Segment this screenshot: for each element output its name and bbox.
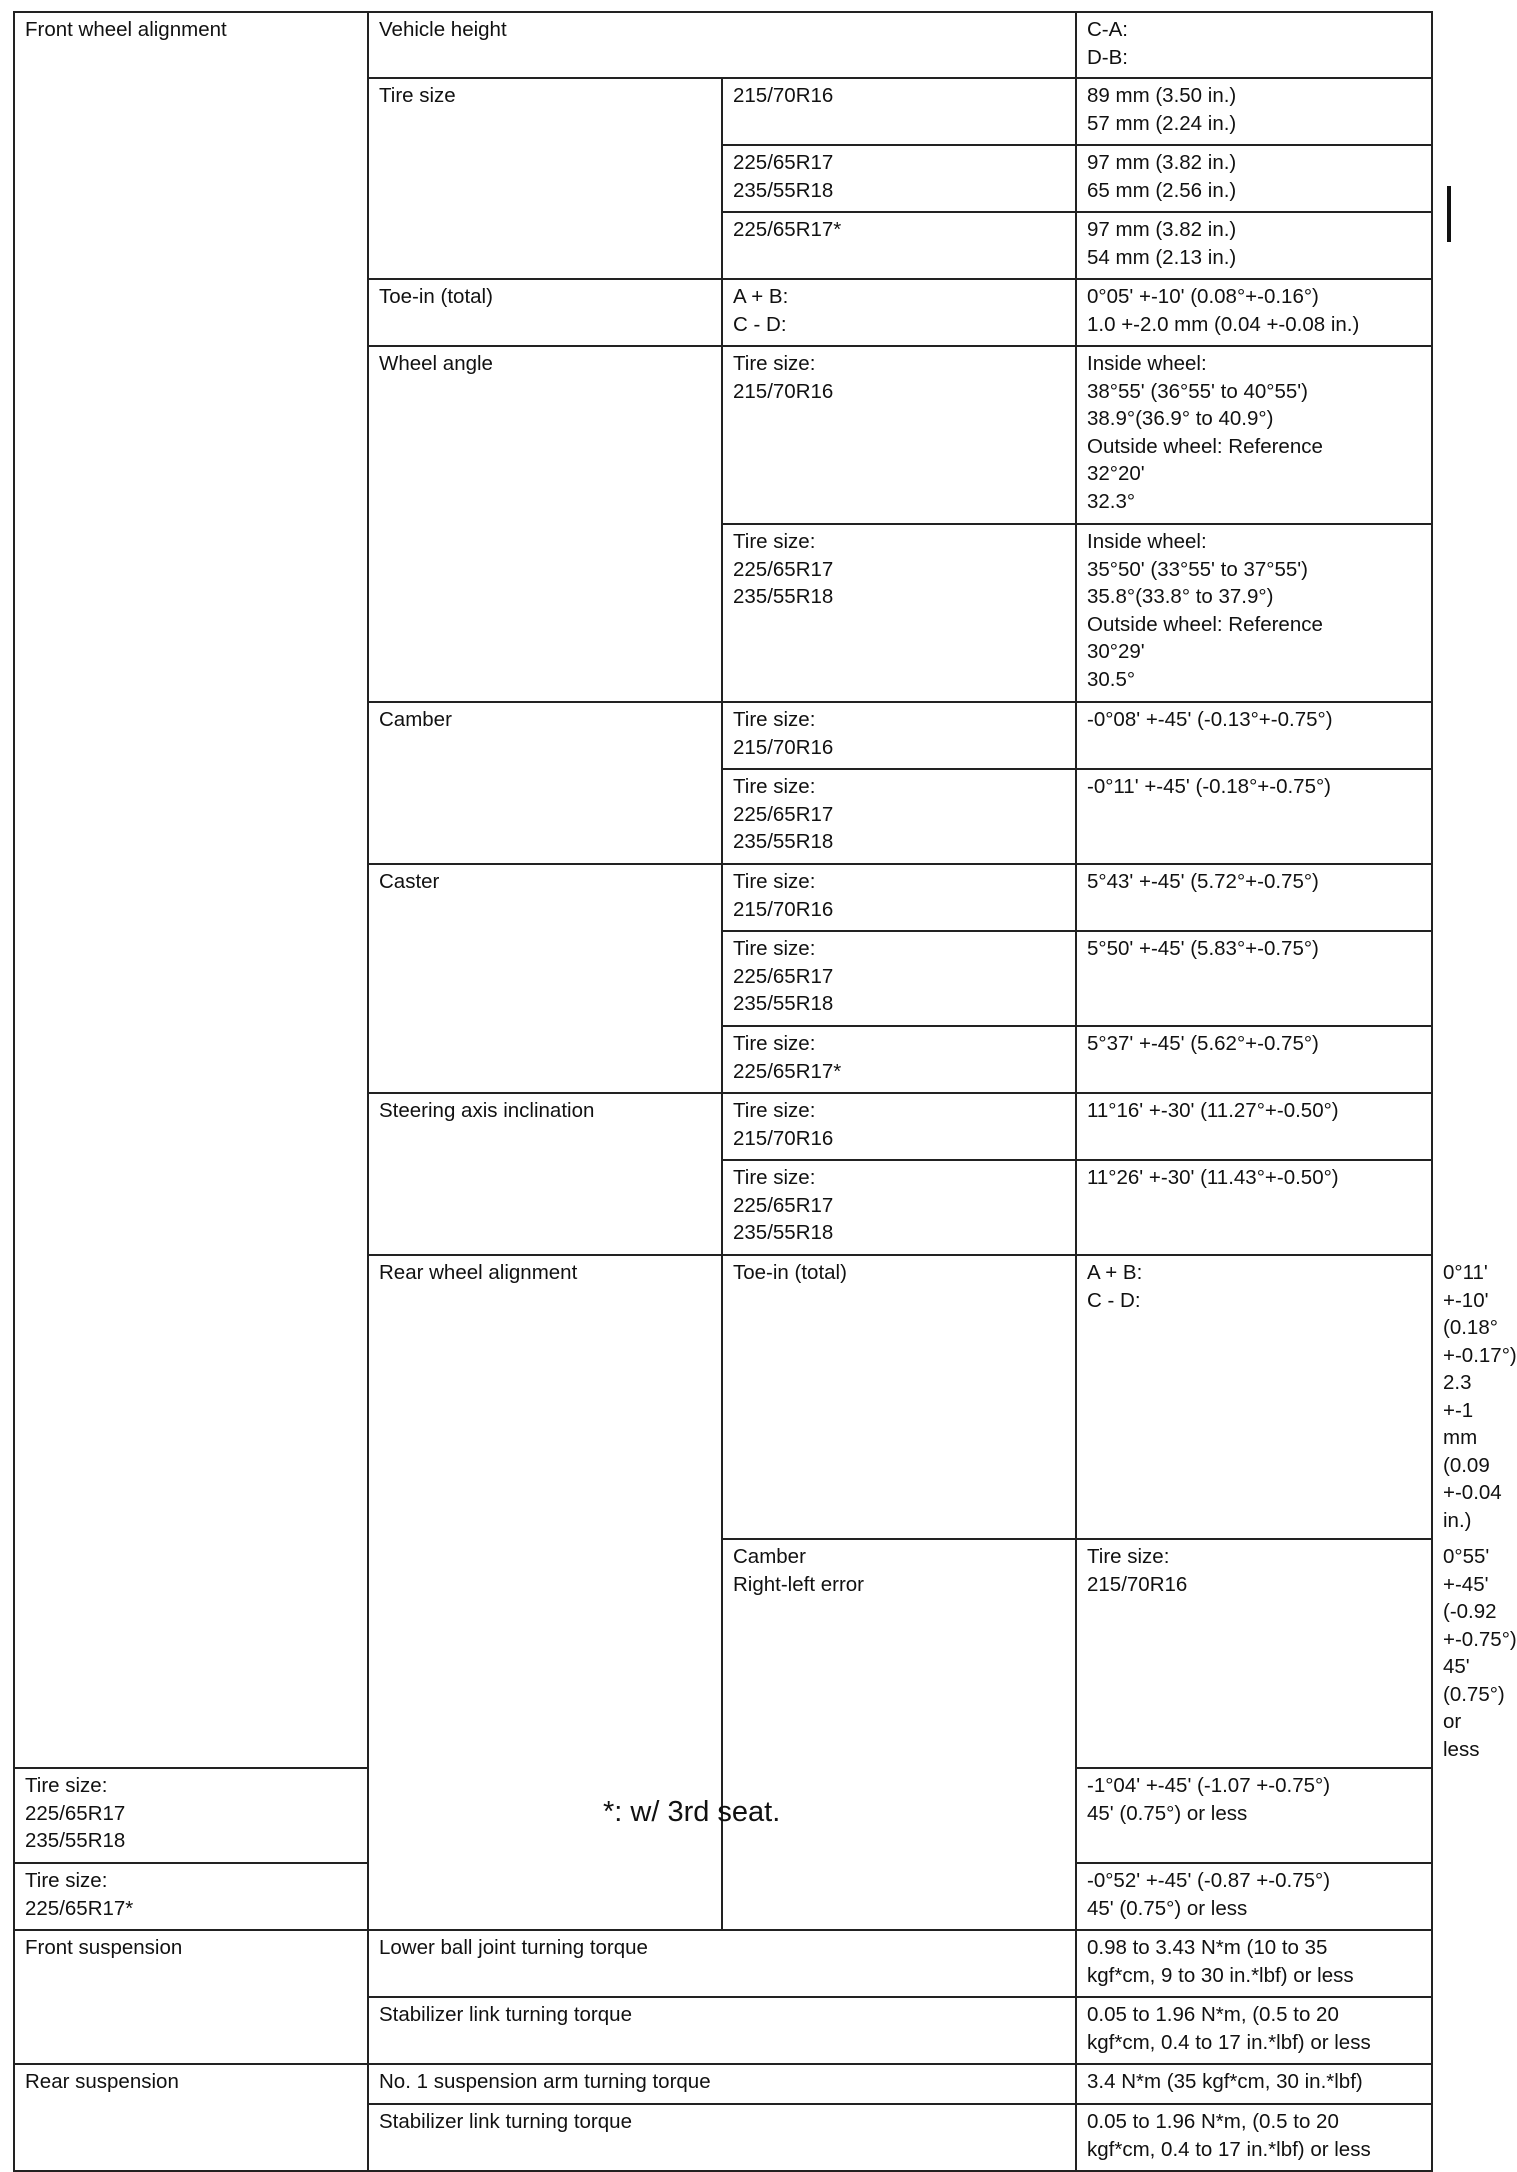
condition-cell: Tire size: 225/65R17 235/55R18 [722,769,1076,864]
value-cell: 11°26' +-30' (11.43°+-0.50°) [1076,1160,1432,1255]
condition-cell: 225/65R17* [722,212,1076,279]
section-front-wheel-alignment: Front wheel alignment [14,12,368,1768]
condition-cell: Tire size: 215/70R16 [1076,1539,1432,1768]
condition-cell: Tire size: 225/65R17 235/55R18 [722,524,1076,702]
condition-cell: Tire size: 215/70R16 [722,1093,1076,1160]
value-cell: 5°43' +-45' (5.72°+-0.75°) [1076,864,1432,931]
value-cell: 97 mm (3.82 in.) 65 mm (2.56 in.) [1076,145,1432,212]
value-cell: -1°04' +-45' (-1.07 +-0.75°) 45' (0.75°) or less [1076,1768,1432,1863]
value-cell: 97 mm (3.82 in.) 54 mm (2.13 in.) [1076,212,1432,279]
condition-cell: A + B: C - D: [1076,1255,1432,1539]
table-row: Camber Right-left error Tire size: 215/70R16 0°55' +-45' (-0.92 +-0.75°) 45' (0.75°) or less [14,1539,1432,1768]
value-cell: 5°50' +-45' (5.83°+-0.75°) [1076,931,1432,1026]
table-row [14,1930,1432,1997]
value-cell: Inside wheel: 35°50' (33°55' to 37°55') 35.8°(33.8° to 37.9°) Outside wheel: Reference 30°29' 30.5° [1076,524,1432,702]
item-vehicle-height: Vehicle height [368,12,1076,78]
value-cell: 0.98 to 3.43 N*m (10 to 35 kgf*cm, 9 to 30 in.*lbf) or less [1076,1930,1432,1997]
value-cell: 11°16' +-30' (11.27°+-0.50°) [1076,1093,1432,1160]
item-wheel-angle: Wheel angle [368,346,722,702]
value-cell: 0°05' +-10' (0.08°+-0.16°) 1.0 +-2.0 mm (0.04 +-0.08 in.) [1076,279,1432,346]
item-toe-in: Toe-in (total) [368,279,722,346]
value-cell: -0°11' +-45' (-0.18°+-0.75°) [1076,769,1432,864]
section-front-suspension: Front suspension [14,1930,368,2064]
value-cell: 5°37' +-45' (5.62°+-0.75°) [1076,1026,1432,1093]
specifications-table [13,11,1517,2172]
value-cell: -0°08' +-45' (-0.13°+-0.75°) [1076,702,1432,769]
value-vehicle-height: C-A: D-B: [1076,12,1432,78]
footnote: *: w/ 3rd seat. [603,1796,781,1828]
condition-cell: Tire size: 225/65R17 235/55R18 [722,1160,1076,1255]
condition-cell: Tire size: 225/65R17* [722,1026,1076,1093]
condition-cell: Tire size: 225/65R17* [14,1863,368,1930]
condition-cell: A + B: C - D: [722,279,1076,346]
value-cell: Inside wheel: 38°55' (36°55' to 40°55') 38.9°(36.9° to 40.9°) Outside wheel: Reference 32°20' 32.3° [1076,346,1432,524]
item-steering-axis-inclination: Steering axis inclination [368,1093,722,1255]
revision-bar [1447,186,1451,242]
item-no1-suspension-arm: No. 1 suspension arm turning torque [368,2064,1076,2104]
condition-cell: Tire size: 215/70R16 [722,702,1076,769]
item-tire-size: Tire size [368,78,722,279]
value-cell: -0°52' +-45' (-0.87 +-0.75°) 45' (0.75°) or less [1076,1863,1432,1930]
value-cell: 0.05 to 1.96 N*m, (0.5 to 20 kgf*cm, 0.4 to 17 in.*lbf) or less [1076,2104,1432,2171]
item-caster: Caster [368,864,722,1093]
table-row [14,2064,1432,2104]
condition-cell: 225/65R17 235/55R18 [722,145,1076,212]
condition-cell: Tire size: 215/70R16 [722,346,1076,524]
item-rear-toe-in: Toe-in (total) [722,1255,1076,1539]
condition-cell: Tire size: 215/70R16 [722,864,1076,931]
condition-cell: Tire size: 225/65R17 235/55R18 [722,931,1076,1026]
item-rear-camber: Camber Right-left error [722,1539,1076,1930]
condition-cell: Tire size: 225/65R17 235/55R18 [14,1768,368,1863]
section-rear-suspension: Rear suspension [14,2064,368,2171]
condition-cell: 215/70R16 [722,78,1076,145]
item-stabilizer-link-rear: Stabilizer link turning torque [368,2104,1076,2171]
table-row: Rear wheel alignment Toe-in (total) A + B: C - D: 0°11' +-10' (0.18° +-0.17°) 2.3 +-1 mm (0.09 +-0.04 in.) [14,1255,1432,1539]
table-row [14,12,1432,78]
item-lower-ball-joint: Lower ball joint turning torque [368,1930,1076,1997]
value-cell: 0.05 to 1.96 N*m, (0.5 to 20 kgf*cm, 0.4 to 17 in.*lbf) or less [1076,1997,1432,2064]
item-camber: Camber [368,702,722,864]
item-stabilizer-link-front: Stabilizer link turning torque [368,1997,1076,2064]
value-cell: 3.4 N*m (35 kgf*cm, 30 in.*lbf) [1076,2064,1432,2104]
value-cell: 89 mm (3.50 in.) 57 mm (2.24 in.) [1076,78,1432,145]
section-rear-wheel-alignment: Rear wheel alignment [368,1255,722,1930]
